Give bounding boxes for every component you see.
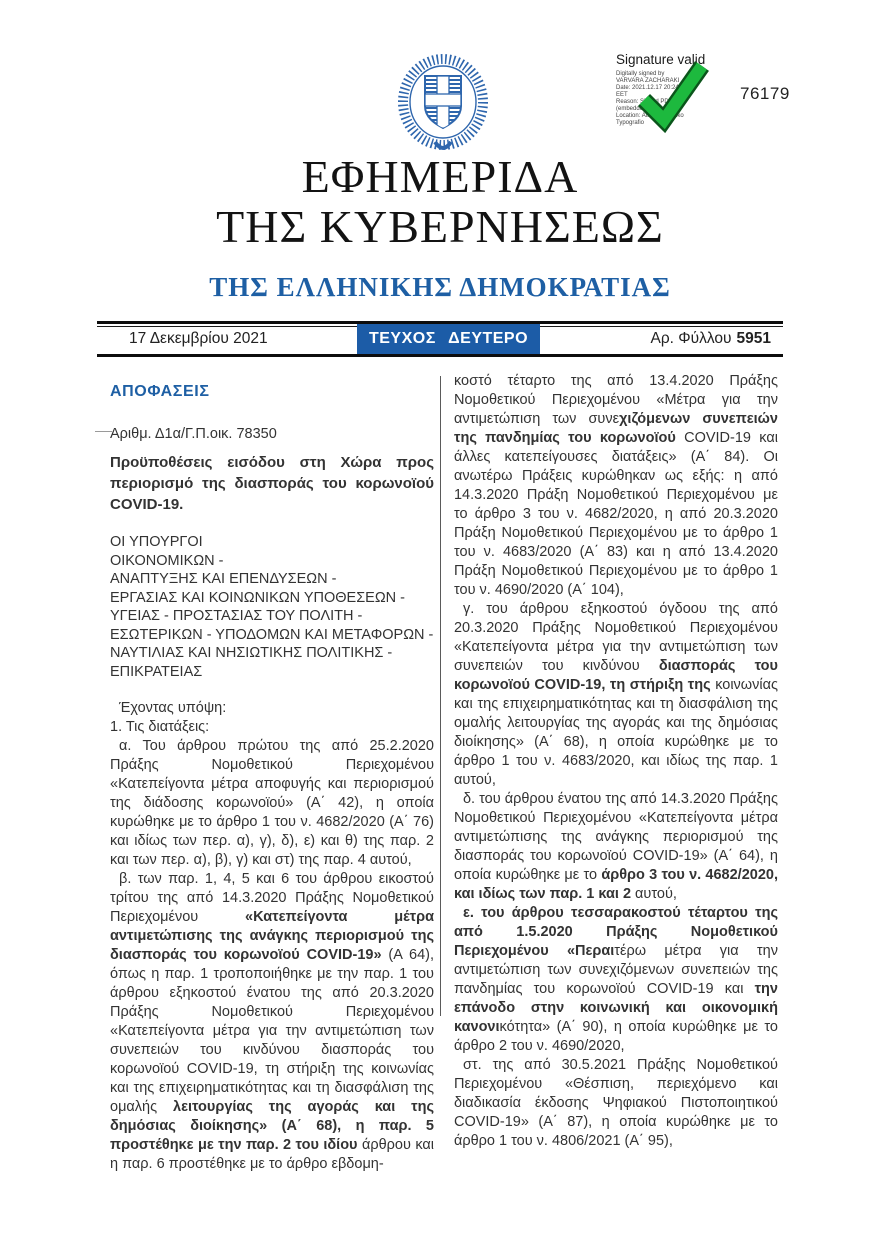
decision-number: Αριθμ. Δ1α/Γ.Π.οικ. 78350 bbox=[110, 426, 277, 442]
page-number: 76179 bbox=[740, 84, 790, 103]
issue-info-bar bbox=[97, 321, 783, 357]
emphasized-text: χιζόμενων συνεπειών της πανδημίας του κορωνοϊού bbox=[453, 411, 778, 446]
paragraph bbox=[110, 870, 434, 1174]
digital-signature-block bbox=[616, 52, 756, 127]
text-line: Typografio bbox=[616, 120, 645, 126]
text-line: VARVARA ZACHARAKI bbox=[616, 78, 680, 84]
decision-subject: Προϋποθέσεις εισόδου στη Χώρα προς περιορισμό της διασποράς του κορωνοϊού COVID-19. bbox=[110, 454, 434, 513]
paragraph bbox=[454, 904, 778, 1056]
text-line: Date: 2021.12.17 20:24:46 bbox=[616, 85, 688, 91]
body-text: α. Του άρθρου πρώτου της από 25.2.2020 Πράξης Νομοθετικού Περιεχομένου «Κατεπείγοντα μέτρα αποφυγής και περιορισμού της διάδοσης κορωνοϊού» (Α΄ 42), η οποία κυρώθηκε με το άρθρο 1 του ν. 4682/2020 (Α΄ 76) και ιδίως των περ. α), γ), δ), ε) και θ) της παρ. 2 και των περ. α), β), γ) και στ) της παρ. 4 αυτού, bbox=[110, 738, 434, 868]
signature-status: Signature valid bbox=[616, 52, 706, 67]
right-column-paragraphs bbox=[454, 372, 778, 1151]
masthead-subtitle: ΤΗΣ ΕΛΛΗΝΙΚΗΣ ΔΗΜΟΚΡΑΤΙΑΣ bbox=[209, 272, 671, 302]
sheet-number-label: Αρ. Φύλλου bbox=[650, 330, 732, 347]
paragraph bbox=[454, 372, 778, 600]
text-line: ΝΑΥΤΙΛΙΑΣ ΚΑΙ ΝΗΣΙΩΤΙΚΗΣ ΠΟΛΙΤΙΚΗΣ - bbox=[110, 645, 393, 661]
sheet-number bbox=[540, 324, 783, 354]
text-line: ΕΠΙΚΡΑΤΕΙΑΣ bbox=[110, 663, 203, 680]
left-column bbox=[110, 372, 440, 1174]
text-line: ΟΙΚΟΝΟΜΙΚΩΝ - bbox=[110, 552, 224, 569]
text-line: ΥΓΕΙΑΣ - ΠΡΟΣΤΑΣΙΑΣ ΤΟΥ ΠΟΛΙΤΗ - bbox=[110, 608, 363, 624]
emphasized-text: την επάνοδο στην κοινωνική και οικονομική κανονι bbox=[453, 981, 778, 1035]
text-line: Reason: Signed PDF bbox=[616, 99, 673, 105]
body-text: δ. του άρθρου ένατου της από 14.3.2020 Πράξης Νομοθετικού Περιεχομένου «Κατεπείγοντα μέτρα αντιμετώπισης της ανάγκης περιορισμού της διασποράς του κορωνοϊού COVID-19» (Α΄ 64), η οποία κυρώθηκε με το bbox=[453, 791, 778, 883]
body-text: στ. της από 30.5.2021 Πράξης Νομοθετικού Περιεχομένου «Θέσπιση, περιεχόμενο και διαδικασία έκδοσης Ψηφιακού Πιστοποιητικού COVID-19» (Α΄ 87), η οποία κυρώθηκε με το άρθρο 1 του ν. 4806/2021 (Α΄ 95), bbox=[453, 1057, 778, 1149]
masthead bbox=[0, 152, 880, 303]
text-line: EET bbox=[616, 92, 628, 98]
left-column-paragraphs bbox=[110, 699, 434, 1174]
body-text: COVID-19 και άλλες κατεπείγουσες διατάξεις» (Α΄ 84). Οι ανωτέρω Πράξεις κυρώθηκαν ως εξής: η από 14.3.2020 Πράξη Νομοθετικού Περιεχομένου με το άρθρο 3 του ν. 4682/2020, η από 20.3.2020 Πράξη Νομοθετικού Περιεχομένου με το άρθρο 1 του ν. 4683/2020 (Α΄ 83) και η από 13.4.2020 Πράξη Νομοθετικού Περιεχομένου με το άρθρο 1 του ν. 4690/2020 (Α΄ 104), bbox=[453, 430, 778, 598]
issue-date: 17 Δεκεμβρίου 2021 bbox=[129, 330, 268, 347]
body-text: κοινωνίας και της επιχειρηματικότητας και τη διασφάλιση της ομαλής λειτουργίας της αγοράς και της δημόσιας διοίκησης» (Α΄ 68), η οποία κυρώθηκε με το άρθρο 1 του ν. 4683/2020, και ιδίως της παρ. 1 αυτού, bbox=[453, 677, 778, 788]
text-line: Location: Athens, Ethniko bbox=[616, 113, 684, 119]
emphasized-text: ε. του άρθρου τεσσαρακοστού τέταρτου της από 1.5.2020 Πράξης Νομοθετικού Περιεχομένου «Περαι bbox=[453, 905, 778, 959]
paragraph bbox=[110, 718, 434, 737]
text-line: Digitally signed by bbox=[616, 71, 665, 77]
body-text: (Α 64), όπως η παρ. 1 τροποποιήθηκε με την παρ. 1 του άρθρου εξηκοστού ένατου της από 20.3.2020 Πράξης Νομοθετικού Περιεχομένου «Κατεπείγοντα μέτρα για την αντιμετώπιση των συνεπειών του κινδύνου διασποράς του κορωνοϊού COVID-19, τη στήριξη της κοινωνίας και της επιχειρηματικότητας και τη διασφάλιση της ομαλής bbox=[110, 947, 434, 1115]
body-text: 1. Τις διατάξεις: bbox=[110, 719, 210, 735]
body-text: Έχοντας υπόψη: bbox=[119, 700, 227, 716]
issue-type-badge: ΤΕΥΧΟΣ ΔΕΥΤΕΡΟ bbox=[357, 324, 540, 354]
paragraph bbox=[454, 790, 778, 904]
signature-valid-check-icon bbox=[634, 58, 710, 138]
paragraph bbox=[454, 600, 778, 790]
greek-coat-of-arms-icon bbox=[391, 50, 495, 160]
emphasized-text: λειτουργίας της αγοράς και της δημόσιας διοίκησης» (Α΄ 68), η παρ. 5 προστέθηκε με την παρ. 2 του ιδίου bbox=[110, 1099, 435, 1153]
emphasized-text: άρθρο 3 του ν. 4682/2020, και ιδίως των παρ. 1 και 2 bbox=[453, 867, 778, 902]
text-line: ΟΙ ΥΠΟΥΡΓΟΙ bbox=[110, 534, 203, 550]
paragraph bbox=[454, 1056, 778, 1151]
body-text: αυτού, bbox=[635, 886, 677, 902]
body-text: β. των παρ. 1, 4, 5 και 6 του άρθρου εικοστού τρίτου της από 14.3.2020 Πράξης Νομοθετικού Περιεχομένου bbox=[110, 871, 434, 925]
paragraph bbox=[110, 699, 434, 718]
text-line: (embedded) bbox=[616, 106, 649, 112]
body-text: γ. του άρθρου εξηκοστού όγδοου της από 20.3.2020 Πράξης Νομοθετικού Περιεχομένου «Κατεπείγοντα μέτρα για την αντιμετώπιση των συνεπειών του κινδύνου bbox=[453, 601, 778, 674]
text-line: ΕΡΓΑΣΙΑΣ ΚΑΙ ΚΟΙΝΩΝΙΚΩΝ ΥΠΟΘΕΣΕΩΝ - bbox=[110, 589, 405, 606]
paragraph bbox=[110, 737, 434, 870]
text-line: ΕΣΩΤΕΡΙΚΩΝ - ΥΠΟΔΟΜΩΝ ΚΑΙ ΜΕΤΑΦΟΡΩΝ - bbox=[110, 626, 434, 643]
body-text: άρθρου και η παρ. 6 προστέθηκε με το άρθρο εβδομη- bbox=[110, 1137, 434, 1172]
section-header: ΑΠΟΦΑΣΕΙΣ bbox=[110, 383, 210, 400]
document-body bbox=[110, 372, 778, 1174]
emphasized-text: διασποράς του κορωνοϊού COVID-19, τη στήριξη της bbox=[453, 658, 778, 693]
right-column bbox=[441, 372, 778, 1174]
masthead-title-line2: ΤΗΣ ΚΥΒΕΡΝΗΣΕΩΣ bbox=[216, 201, 664, 252]
body-text: τέρω μέτρα για την αντιμετώπιση των συνεχιζόμενων συνεπειών της πανδημίας του κορωνοϊού COVID-19 και bbox=[453, 943, 778, 997]
masthead-title-line1: ΕΦΗΜΕΡΙΔΑ bbox=[301, 151, 579, 202]
text-line: ΑΝΑΠΤΥΞΗΣ ΚΑΙ ΕΠΕΝΔΥΣΕΩΝ - bbox=[110, 571, 337, 587]
body-text: κότητα» (Α΄ 90), η οποία κυρώθηκε με το άρθρο 2 του ν. 4690/2020, bbox=[453, 1019, 778, 1054]
emphasized-text: «Κατεπείγοντα μέτρα αντιμετώπισης της ανάγκης περιορισμού της διασποράς του κορωνοϊού COVID-19» bbox=[110, 909, 434, 963]
body-text: κοστό τέταρτο της από 13.4.2020 Πράξης Νομοθετικού Περιεχομένου «Μέτρα για την αντιμετώπιση των συνε bbox=[453, 373, 778, 427]
ministers-list bbox=[110, 533, 434, 681]
sheet-number-value: 5951 bbox=[736, 330, 771, 347]
